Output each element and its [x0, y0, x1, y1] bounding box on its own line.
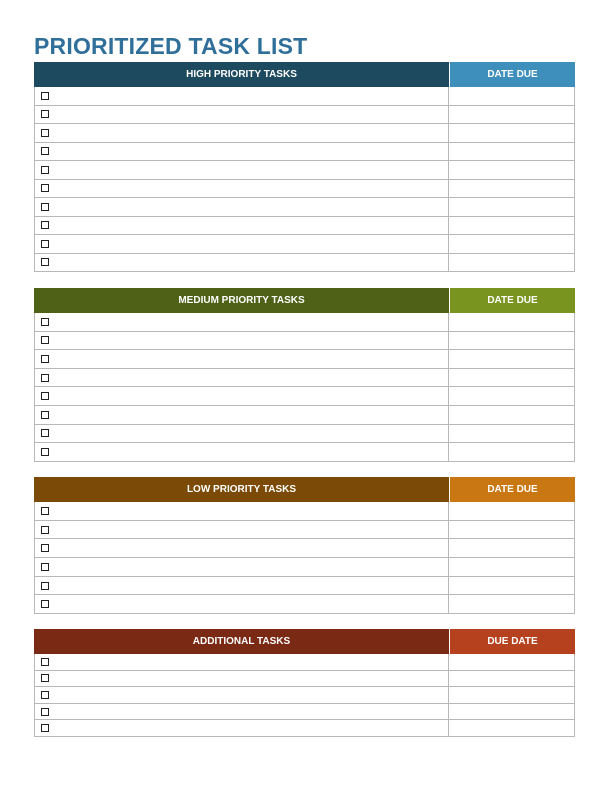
- task-cell[interactable]: [35, 180, 449, 198]
- task-cell[interactable]: [35, 720, 449, 736]
- task-cell[interactable]: [35, 217, 449, 235]
- task-checkbox-icon[interactable]: [41, 448, 49, 456]
- medium-date-column-header: DATE DUE: [449, 288, 575, 313]
- task-cell[interactable]: [35, 425, 449, 443]
- task-cell[interactable]: [35, 198, 449, 216]
- due-date-cell[interactable]: [449, 87, 574, 105]
- task-checkbox-icon[interactable]: [41, 691, 49, 699]
- due-date-cell[interactable]: [449, 539, 574, 557]
- low-priority-section: [34, 477, 575, 614]
- table-row: [35, 124, 574, 143]
- due-date-cell[interactable]: [449, 106, 574, 124]
- table-row: [35, 521, 574, 540]
- low-date-column-header: DATE DUE: [449, 477, 575, 502]
- task-checkbox-icon[interactable]: [41, 184, 49, 192]
- table-row: [35, 577, 574, 596]
- task-checkbox-icon[interactable]: [41, 147, 49, 155]
- task-checkbox-icon[interactable]: [41, 507, 49, 515]
- task-cell[interactable]: [35, 654, 449, 670]
- task-checkbox-icon[interactable]: [41, 355, 49, 363]
- high-task-column-header: HIGH PRIORITY TASKS: [34, 62, 449, 87]
- table-row: [35, 87, 574, 106]
- due-date-cell[interactable]: [449, 198, 574, 216]
- task-checkbox-icon[interactable]: [41, 203, 49, 211]
- medium-priority-section: [34, 288, 575, 462]
- task-cell[interactable]: [35, 369, 449, 387]
- table-row: [35, 654, 574, 671]
- task-cell[interactable]: [35, 443, 449, 461]
- table-row: [35, 350, 574, 369]
- due-date-cell[interactable]: [449, 595, 574, 613]
- low-task-rows: [34, 502, 575, 614]
- table-row: [35, 106, 574, 125]
- task-cell[interactable]: [35, 143, 449, 161]
- task-cell[interactable]: [35, 313, 449, 331]
- table-row: [35, 143, 574, 162]
- due-date-cell[interactable]: [449, 720, 574, 736]
- task-checkbox-icon[interactable]: [41, 258, 49, 266]
- high-task-rows: [34, 87, 575, 272]
- table-row: [35, 704, 574, 721]
- due-date-cell[interactable]: [449, 124, 574, 142]
- table-row: [35, 539, 574, 558]
- due-date-cell[interactable]: [449, 332, 574, 350]
- table-row: [35, 558, 574, 577]
- task-cell[interactable]: [35, 87, 449, 105]
- task-checkbox-icon[interactable]: [41, 336, 49, 344]
- task-checkbox-icon[interactable]: [41, 429, 49, 437]
- task-checkbox-icon[interactable]: [41, 374, 49, 382]
- task-cell[interactable]: [35, 387, 449, 405]
- low-section-header: [34, 477, 575, 502]
- page-title: PRIORITIZED TASK LIST: [34, 33, 308, 59]
- due-date-cell[interactable]: [449, 687, 574, 703]
- task-cell[interactable]: [35, 502, 449, 520]
- due-date-cell[interactable]: [449, 161, 574, 179]
- table-row: [35, 406, 574, 425]
- due-date-cell[interactable]: [449, 313, 574, 331]
- task-checkbox-icon[interactable]: [41, 600, 49, 608]
- medium-section-header: [34, 288, 575, 313]
- task-checkbox-icon[interactable]: [41, 221, 49, 229]
- due-date-cell[interactable]: [449, 254, 574, 272]
- due-date-cell[interactable]: [449, 443, 574, 461]
- task-cell[interactable]: [35, 332, 449, 350]
- task-checkbox-icon[interactable]: [41, 658, 49, 666]
- due-date-cell[interactable]: [449, 180, 574, 198]
- task-cell[interactable]: [35, 539, 449, 557]
- task-cell[interactable]: [35, 704, 449, 720]
- task-checkbox-icon[interactable]: [41, 110, 49, 118]
- table-row: [35, 332, 574, 351]
- task-checkbox-icon[interactable]: [41, 582, 49, 590]
- additional-date-column-header: DUE DATE: [449, 629, 575, 654]
- table-row: [35, 387, 574, 406]
- task-checkbox-icon[interactable]: [41, 129, 49, 137]
- due-date-cell[interactable]: [449, 671, 574, 687]
- high-section-header: [34, 62, 575, 87]
- due-date-cell[interactable]: [449, 425, 574, 443]
- table-row: [35, 217, 574, 236]
- task-checkbox-icon[interactable]: [41, 544, 49, 552]
- due-date-cell[interactable]: [449, 577, 574, 595]
- medium-task-column-header: MEDIUM PRIORITY TASKS: [34, 288, 449, 313]
- due-date-cell[interactable]: [449, 521, 574, 539]
- task-checkbox-icon[interactable]: [41, 392, 49, 400]
- additional-section-header: [34, 629, 575, 654]
- task-checkbox-icon[interactable]: [41, 318, 49, 326]
- due-date-cell[interactable]: [449, 654, 574, 670]
- due-date-cell[interactable]: [449, 502, 574, 520]
- additional-task-column-header: ADDITIONAL TASKS: [34, 629, 449, 654]
- low-task-column-header: LOW PRIORITY TASKS: [34, 477, 449, 502]
- task-cell[interactable]: [35, 687, 449, 703]
- task-cell[interactable]: [35, 521, 449, 539]
- table-row: [35, 369, 574, 388]
- task-checkbox-icon[interactable]: [41, 240, 49, 248]
- high-date-column-header: DATE DUE: [449, 62, 575, 87]
- due-date-cell[interactable]: [449, 235, 574, 253]
- table-row: [35, 313, 574, 332]
- due-date-cell[interactable]: [449, 558, 574, 576]
- table-row: [35, 161, 574, 180]
- task-cell[interactable]: [35, 235, 449, 253]
- due-date-cell[interactable]: [449, 143, 574, 161]
- task-cell[interactable]: [35, 671, 449, 687]
- task-checkbox-icon[interactable]: [41, 92, 49, 100]
- table-row: [35, 254, 574, 273]
- task-checkbox-icon[interactable]: [41, 674, 49, 682]
- due-date-cell[interactable]: [449, 704, 574, 720]
- task-checkbox-icon[interactable]: [41, 724, 49, 732]
- table-row: [35, 198, 574, 217]
- additional-task-rows: [34, 654, 575, 737]
- task-checkbox-icon[interactable]: [41, 411, 49, 419]
- task-checkbox-icon[interactable]: [41, 526, 49, 534]
- task-cell[interactable]: [35, 595, 449, 613]
- task-checkbox-icon[interactable]: [41, 563, 49, 571]
- task-cell[interactable]: [35, 558, 449, 576]
- table-row: [35, 235, 574, 254]
- table-row: [35, 720, 574, 737]
- due-date-cell[interactable]: [449, 350, 574, 368]
- task-checkbox-icon[interactable]: [41, 708, 49, 716]
- table-row: [35, 425, 574, 444]
- task-cell[interactable]: [35, 161, 449, 179]
- table-row: [35, 502, 574, 521]
- additional-tasks-section: [34, 629, 575, 737]
- table-row: [35, 687, 574, 704]
- high-priority-section: [34, 62, 575, 272]
- task-cell[interactable]: [35, 124, 449, 142]
- table-row: [35, 595, 574, 614]
- due-date-cell[interactable]: [449, 369, 574, 387]
- task-cell[interactable]: [35, 106, 449, 124]
- task-cell[interactable]: [35, 254, 449, 272]
- table-row: [35, 180, 574, 199]
- task-cell[interactable]: [35, 406, 449, 424]
- table-row: [35, 671, 574, 688]
- due-date-cell[interactable]: [449, 387, 574, 405]
- task-cell[interactable]: [35, 350, 449, 368]
- table-row: [35, 443, 574, 462]
- due-date-cell[interactable]: [449, 217, 574, 235]
- task-checkbox-icon[interactable]: [41, 166, 49, 174]
- task-cell[interactable]: [35, 577, 449, 595]
- due-date-cell[interactable]: [449, 406, 574, 424]
- medium-task-rows: [34, 313, 575, 462]
